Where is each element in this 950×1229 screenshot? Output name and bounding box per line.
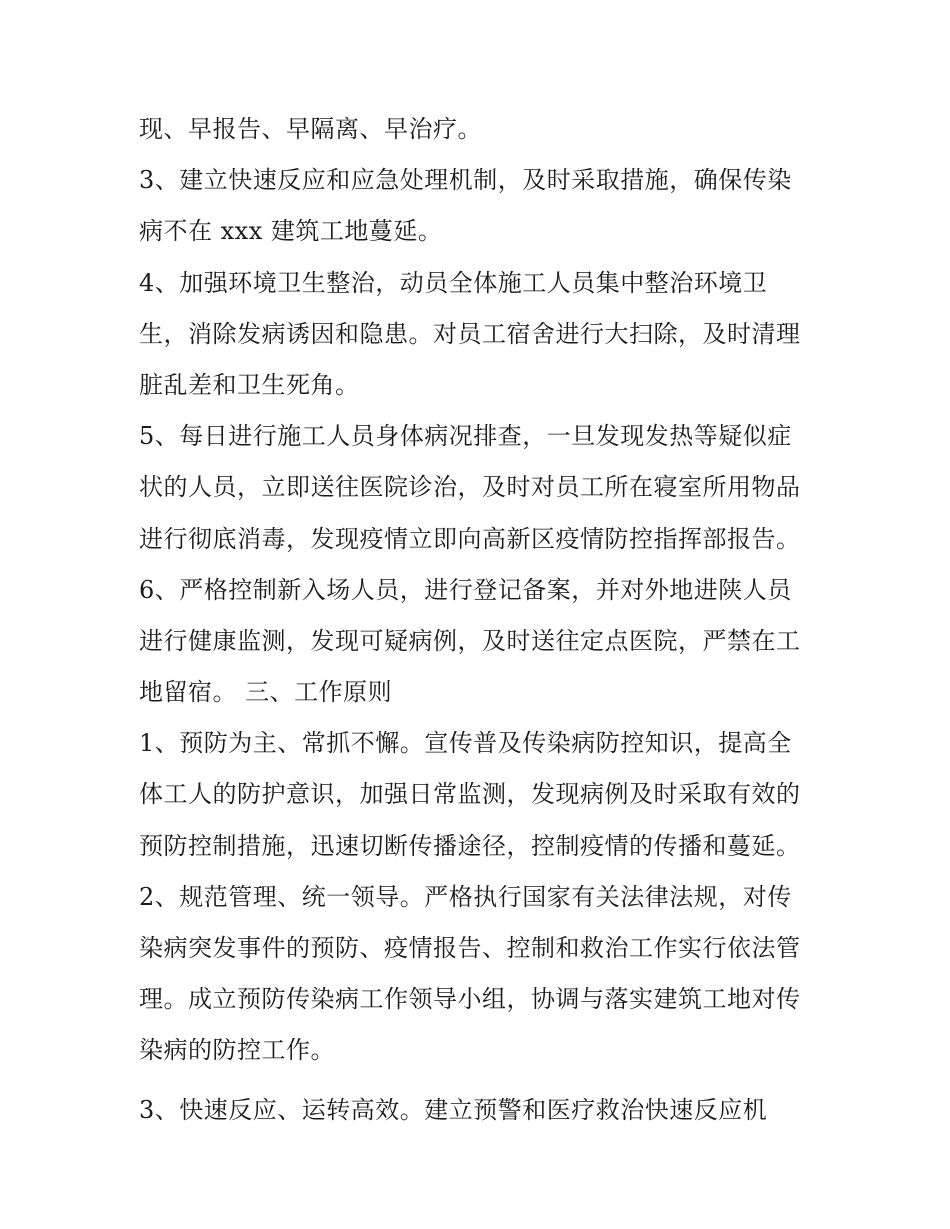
text-line: 4、加强环境卫生整治，动员全体施工人员集中整治环境卫 <box>139 268 768 297</box>
text-line: 染病突发事件的预防、疫情报告、控制和救治工作实行依法管 <box>139 934 801 962</box>
text-line: 体工人的防护意识，加强日常监测，发现病例及时采取有效的 <box>139 780 801 809</box>
text-line: 6、严格控制新入场人员，进行登记备案，并对外地进陕人员 <box>139 575 792 604</box>
text-line: 生，消除发病诱因和隐患。对员工宿舍进行大扫除，及时清理 <box>139 319 801 348</box>
text-line: 1、预防为主、常抓不懈。宣传普及传染病防控知识，提高全 <box>139 729 792 758</box>
text-line: 病不在 xxx 建筑工地蔓延。 <box>139 217 443 246</box>
text-line: 地留宿。 三、工作原则 <box>139 678 393 707</box>
text-line: 理。成立预防传染病工作领导小组，协调与落实建筑工地对传 <box>139 985 801 1014</box>
text-line: 进行彻底消毒，发现疫情立即向高新区疫情防控指挥部报告。 <box>139 524 801 553</box>
text-line: 染病的防控工作。 <box>139 1036 335 1065</box>
text-line: 状的人员，立即送往医院诊治，及时对员工所在寝室所用物品 <box>139 473 801 502</box>
text-line: 3、快速反应、运转高效。建立预警和医疗救治快速反应机 <box>139 1095 768 1124</box>
text-line: 2、规范管理、统一领导。严格执行国家有关法律法规，对传 <box>139 882 792 911</box>
text-line: 现、早报告、早隔离、早治疗。 <box>139 115 482 143</box>
document-body <box>139 109 829 1141</box>
text-line: 脏乱差和卫生死角。 <box>139 370 360 399</box>
text-line: 预防控制措施，迅速切断传播途径，控制疫情的传播和蔓延。 <box>139 831 801 860</box>
text-line: 3、建立快速反应和应急处理机制，及时采取措施，确保传染 <box>139 166 792 195</box>
text-line: 5、每日进行施工人员身体病况排查，一旦发现发热等疑似症 <box>139 422 792 451</box>
text-line: 进行健康监测，发现可疑病例，及时送往定点医院，严禁在工 <box>139 626 801 655</box>
